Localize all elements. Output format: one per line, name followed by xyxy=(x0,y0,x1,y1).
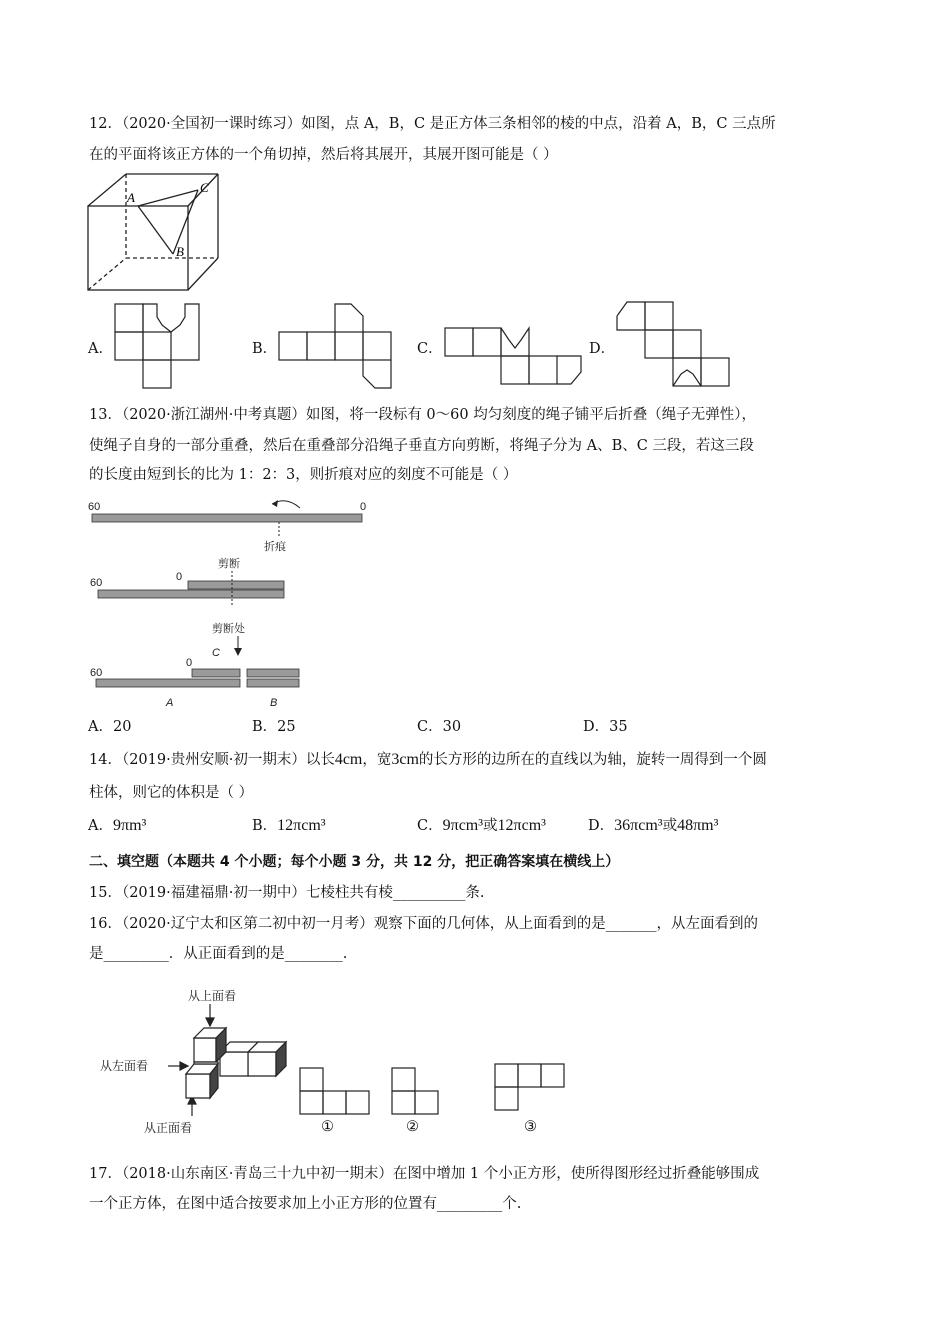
q14-stem-line1 xyxy=(89,750,767,770)
q13-label-60-bottom: 60 xyxy=(90,667,103,679)
q13-label-0-mid: 0 xyxy=(176,571,183,583)
q14-option-c[interactable] xyxy=(417,816,546,836)
q12-stem-line2: 在的平面将该正方体的一个角切掉，然后将其展开，其展开图可能是（ ） xyxy=(89,147,558,163)
q12-stem-line1: 12．（2020·全国初一课时练习）如图，点 A，B，C 是正方体三条相邻的棱的中点，沿着 A，B，C 三点所 xyxy=(89,116,776,132)
q12-point-b: B xyxy=(176,244,184,259)
q14-width: 3cm xyxy=(391,751,419,768)
q14-length: 4cm xyxy=(334,751,363,768)
q13-label-a: A xyxy=(166,697,174,709)
q14-stem-line2: 柱体，则它的体积是（ ） xyxy=(89,785,254,801)
q13-label-cut-at: 剪断处 xyxy=(212,623,245,635)
q13-option-b[interactable]: B．25 xyxy=(252,719,296,735)
q16-stem-line2: 是_________．从正面看到的是________. xyxy=(89,946,348,962)
q12-option-b-net xyxy=(277,302,397,390)
q13-stem-line1: 13．（2020·浙江湖州·中考真题）如图，将一段标有 0～60 均匀刻度的绳子铺平后折叠（绳子无弹性）， xyxy=(89,407,756,423)
section-2-heading: 二、填空题（本题共 4 个小题；每个小题 3 分，共 12 分，把正确答案填在横线上） xyxy=(89,854,620,870)
q12-option-b-label[interactable]: B． xyxy=(252,341,278,357)
q14-text-3: 的长方形的边所在的直线以为轴，旋转一周得到一个圆 xyxy=(418,752,767,768)
q14-text-2: ，宽 xyxy=(362,752,392,768)
q16-view-left-label: 从左面看 xyxy=(100,1059,149,1073)
q14-option-d[interactable] xyxy=(588,816,718,836)
q12-option-a-label[interactable]: A． xyxy=(88,341,113,357)
q14-option-b-value: 12πcm³ xyxy=(277,817,326,834)
q13-label-c: C xyxy=(212,647,220,659)
q14-option-d-or: 或 xyxy=(662,818,678,834)
q14-option-c-label: C． xyxy=(417,818,443,834)
q13-rope-figure xyxy=(86,494,376,712)
q14-option-d-label: D． xyxy=(588,818,615,834)
q15-stem: 15．（2019·福建福鼎·初一期中）七棱柱共有棱__________条. xyxy=(89,885,485,901)
q13-label-0-top: 0 xyxy=(360,501,367,513)
q16-solid-figure xyxy=(100,980,290,1138)
q17-stem-line2: 一个正方体，在图中适合按要求加上小正方形的位置有_________个. xyxy=(89,1196,522,1212)
q13-label-cut: 剪断 xyxy=(218,558,240,570)
q14-option-a[interactable] xyxy=(88,816,146,836)
q13-label-60-top: 60 xyxy=(88,501,101,513)
q12-point-c: C xyxy=(200,180,209,195)
q14-option-d-value1: 36πcm³ xyxy=(614,817,663,834)
q14-text-1: 14．（2019·贵州安顺·初一期末）以长 xyxy=(89,752,335,768)
q16-stem-line1: 16．（2020·辽宁太和区第二初中初一月考）观察下面的几何体，从上面看到的是_______，从左面看到的 xyxy=(89,916,758,932)
q14-option-b-label: B． xyxy=(252,818,278,834)
q13-label-b: B xyxy=(270,697,278,709)
q16-view-front-label: 从正面看 xyxy=(144,1121,193,1135)
q14-option-b[interactable] xyxy=(252,816,326,836)
q16-view-top-label: 从上面看 xyxy=(188,989,237,1003)
q16-view-option-3-number: ③ xyxy=(524,1119,537,1135)
q12-option-c-net xyxy=(443,326,583,388)
q14-option-d-value2: 48πm³ xyxy=(677,817,719,834)
q14-option-c-value1: 9πcm³ xyxy=(442,817,484,834)
q12-option-d-net xyxy=(615,300,731,390)
q12-point-a: A xyxy=(127,190,135,205)
q14-option-a-label: A． xyxy=(88,818,113,834)
q14-option-c-value2: 12πcm³ xyxy=(497,817,546,834)
q14-option-a-value: 9πm³ xyxy=(112,817,147,834)
q16-view-option-2-number: ② xyxy=(406,1119,419,1135)
q13-option-a[interactable]: A．20 xyxy=(88,719,132,735)
q13-stem-line3: 的长度由短到长的比为 1：2：3，则折痕对应的刻度不可能是（ ） xyxy=(89,467,518,483)
q16-view-option-1-number: ① xyxy=(321,1119,334,1135)
q12-cube-figure xyxy=(86,170,221,292)
q13-label-60-mid: 60 xyxy=(90,577,103,589)
q14-option-c-or: 或 xyxy=(483,818,498,834)
q12-option-d-label[interactable]: D． xyxy=(589,341,616,357)
q16-view-option-1[interactable] xyxy=(298,1066,372,1116)
q13-label-crease: 折痕 xyxy=(264,541,286,553)
q13-option-c[interactable]: C．30 xyxy=(417,719,462,735)
q12-option-c-label[interactable]: C． xyxy=(417,341,443,357)
q13-option-d[interactable]: D．35 xyxy=(583,719,628,735)
q16-view-option-3[interactable] xyxy=(493,1062,567,1112)
q16-view-option-2[interactable] xyxy=(390,1066,442,1116)
q13-stem-line2: 使绳子自身的一部分重叠，然后在重叠部分沿绳子垂直方向剪断，将绳子分为 A、B、C 三段，若这三段 xyxy=(89,438,754,454)
q12-option-a-net xyxy=(114,303,204,389)
q13-label-0-bottom: 0 xyxy=(186,657,193,669)
q17-stem-line1: 17．（2018·山东南区·青岛三十九中初一期末）在图中增加 1 个小正方形，使所得图形经过折叠能够围成 xyxy=(89,1166,760,1182)
